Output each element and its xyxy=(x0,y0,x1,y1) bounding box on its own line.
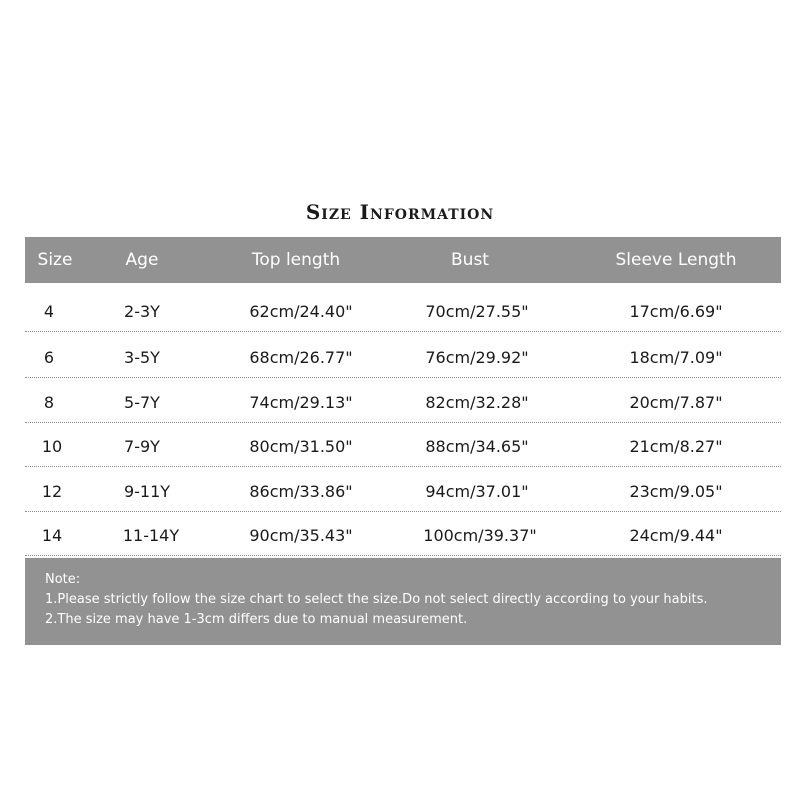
note-box xyxy=(25,558,781,645)
cell-bust: 94cm/37.01" xyxy=(425,482,529,501)
cell-age: 3-5Y xyxy=(124,348,160,367)
cell-size: 6 xyxy=(43,348,55,367)
table-header xyxy=(25,237,781,283)
cell-bust: 76cm/29.92" xyxy=(425,348,529,367)
table-row xyxy=(25,511,781,556)
cell-size: 4 xyxy=(43,302,55,321)
cell-top-length: 86cm/33.86" xyxy=(249,482,353,501)
header-bust: Bust xyxy=(451,250,489,270)
cell-size: 8 xyxy=(43,393,55,412)
cell-sleeve-length: 17cm/6.69" xyxy=(629,302,723,321)
note-line-1: 1.Please strictly follow the size chart to select the size.Do not select directly according to your habits. xyxy=(45,592,708,607)
cell-age: 9-11Y xyxy=(123,482,171,501)
cell-top-length: 74cm/29.13" xyxy=(249,393,353,412)
table-row xyxy=(25,422,781,467)
cell-top-length: 80cm/31.50" xyxy=(249,437,353,456)
header-top-length: Top length xyxy=(251,250,341,270)
header-size: Size xyxy=(37,250,73,270)
note-line-2: 2.The size may have 1-3cm differs due to manual measurement. xyxy=(45,612,468,627)
cell-bust: 82cm/32.28" xyxy=(425,393,529,412)
cell-sleeve-length: 23cm/9.05" xyxy=(629,482,723,501)
cell-age: 11-14Y xyxy=(122,526,180,545)
header-sleeve-length: Sleeve Length xyxy=(615,250,737,270)
table-row xyxy=(25,467,781,512)
cell-sleeve-length: 21cm/8.27" xyxy=(629,437,723,456)
table-row xyxy=(25,333,781,378)
cell-age: 5-7Y xyxy=(124,393,160,412)
cell-sleeve-length: 18cm/7.09" xyxy=(629,348,723,367)
cell-sleeve-length: 24cm/9.44" xyxy=(629,526,723,545)
cell-bust: 88cm/34.65" xyxy=(425,437,529,456)
cell-top-length: 62cm/24.40" xyxy=(249,302,353,321)
cell-top-length: 90cm/35.43" xyxy=(249,526,353,545)
header-age: Age xyxy=(125,250,159,270)
cell-age: 2-3Y xyxy=(124,302,160,321)
cell-bust: 70cm/27.55" xyxy=(425,302,529,321)
cell-bust: 100cm/39.37" xyxy=(423,526,537,545)
cell-size: 12 xyxy=(41,482,63,501)
cell-top-length: 68cm/26.77" xyxy=(249,348,353,367)
note-heading: Note: xyxy=(45,572,81,587)
cell-sleeve-length: 20cm/7.87" xyxy=(629,393,723,412)
cell-size: 10 xyxy=(41,437,63,456)
table-row xyxy=(25,287,781,332)
cell-age: 7-9Y xyxy=(124,437,160,456)
page-title: Size Information xyxy=(305,200,495,224)
cell-size: 14 xyxy=(41,526,63,545)
table-row xyxy=(25,378,781,423)
